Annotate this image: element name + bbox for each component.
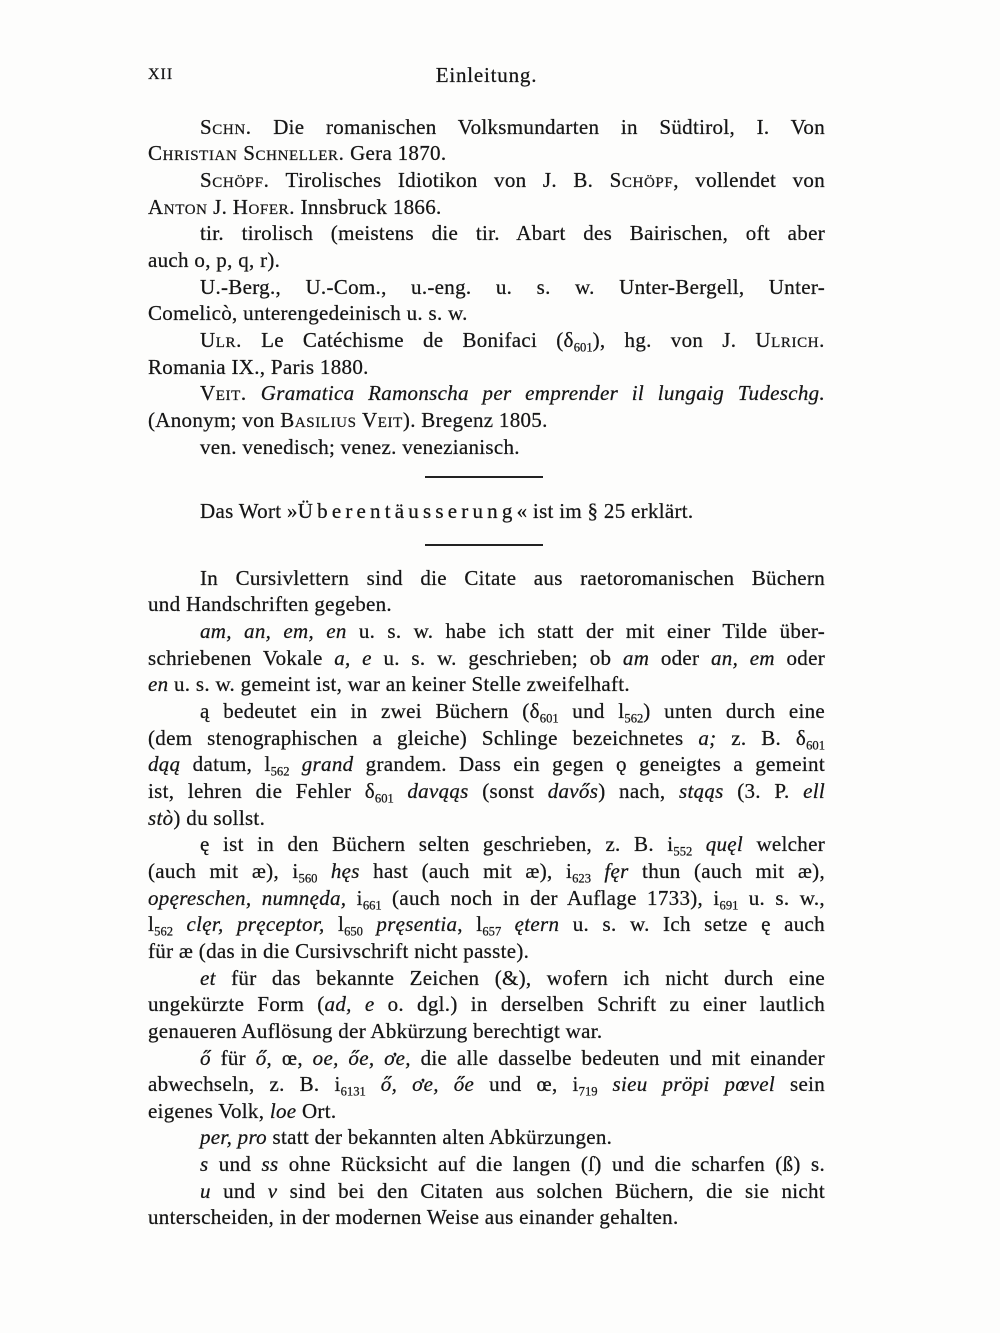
text-run: hast (auch mit æ), i [359, 858, 573, 883]
abbreviation-entry [148, 220, 825, 273]
italic-text: ętern [501, 912, 560, 937]
text-run: eigenes Volk, [148, 1098, 270, 1123]
text-line [148, 991, 825, 1018]
text-run: grandem. Dass ein gegen ǫ geneigtes a gemeint [353, 752, 825, 777]
abbreviation-entry [148, 274, 825, 327]
text-line [148, 1098, 825, 1125]
text-line [148, 965, 825, 992]
text-run: (auch mit æ), i [148, 858, 299, 883]
text-line [148, 274, 825, 301]
text-run: und [208, 1152, 262, 1177]
text-line [148, 220, 825, 247]
text-line [148, 938, 825, 965]
italic-text: ad, e [324, 992, 375, 1017]
page-number: XII [148, 66, 174, 83]
text-line [148, 407, 825, 434]
text-line [148, 831, 825, 858]
text-run: auch o, p, q, r). [148, 247, 281, 272]
body-paragraph [148, 1045, 825, 1125]
text-run: l [148, 912, 155, 937]
text-run: ) nach, [598, 778, 679, 803]
italic-text: clęr, pręceptor, [173, 912, 325, 937]
text-run: für [210, 1045, 256, 1070]
text-line [148, 725, 825, 752]
text-line [148, 618, 825, 645]
text-line [148, 671, 825, 698]
body-paragraph [148, 1151, 825, 1178]
text-run: ) unten durch eine [643, 698, 826, 723]
italic-text: ő, ơe, őe [365, 1072, 475, 1097]
body-text [148, 565, 825, 1231]
text-run: ą bedeutet ein in zwei Büchern (δ [200, 698, 540, 723]
italic-text: ő [255, 1045, 267, 1070]
text-run: genaueren Auflösung der Abkürzung berechtigt war. [148, 1018, 603, 1043]
text-line [148, 1151, 825, 1178]
italic-text: am [622, 645, 650, 670]
note-section [148, 498, 825, 525]
text-run: u. s. w. gemeint ist, war an keiner Stelle zweifelhaft. [168, 672, 630, 697]
italic-text: hęs [317, 858, 360, 883]
abbreviation-entry [148, 114, 825, 167]
subscript-number: 601 [806, 738, 826, 753]
small-caps-text: Ulrich. [755, 327, 825, 352]
text-line [148, 1045, 825, 1072]
text-line [148, 751, 825, 778]
text-run: In Cursivlettern sind die Citate aus raetoromanischen Büchern [200, 565, 825, 590]
text-line [148, 300, 825, 327]
text-run: Comelicò, unterengedeinisch u. s. w. [148, 301, 468, 326]
text-run: ) du sollst. [173, 805, 266, 830]
text-run: ohne Rücksicht auf die langen (ſ) und die scharfen (ß) s. [278, 1152, 825, 1177]
italic-text: oe, őe, ơe, [312, 1045, 411, 1070]
text-line [148, 591, 825, 618]
italic-text: dąą [148, 752, 181, 777]
italic-text: et [200, 965, 216, 990]
italic-text: quęl [692, 832, 744, 857]
abbreviation-entry [148, 327, 825, 380]
subscript-number: 601 [374, 791, 394, 806]
text-run: sein [775, 1072, 826, 1097]
italic-text: davős [547, 778, 599, 803]
text-run: thun (auch mit æ), [628, 858, 825, 883]
small-caps-text: Basilius Veit [280, 407, 403, 432]
italic-text: sieu pröpi pœvel [597, 1072, 776, 1097]
text-run: und œ, i [474, 1072, 579, 1097]
small-caps-text: Schn. [200, 114, 252, 139]
subscript-number: 691 [719, 897, 739, 912]
abbreviations-list [148, 114, 825, 461]
italic-text: loe [269, 1098, 297, 1123]
text-run: statt der bekannten alten Abkürzungen. [266, 1125, 613, 1150]
subscript-number: 650 [344, 924, 363, 939]
text-line [148, 565, 825, 592]
text-run: abwechseln, z. B. i [148, 1072, 341, 1097]
text-run: i [346, 885, 363, 910]
subscript-number: 552 [673, 844, 693, 859]
body-paragraph [148, 1178, 825, 1231]
italic-text: v [267, 1178, 278, 1203]
text-line [148, 1018, 825, 1045]
text-line [148, 247, 825, 274]
italic-text: en [148, 672, 169, 697]
text-line [148, 114, 825, 141]
text-run: o. dgl.) in derselben Schrift zu einer lautlich [374, 992, 826, 1017]
italic-text: Gramatica Ramonscha per emprender il lungaig Tudeschg. [260, 381, 825, 406]
text-run: ven. venedisch; venez. venezianisch. [200, 434, 520, 459]
text-run: ), hg. von J. [592, 327, 756, 352]
text-line [148, 380, 825, 407]
text-run: und l [558, 698, 625, 723]
text-run: ist, lehren die Fehler δ [148, 778, 375, 803]
text-line [148, 911, 825, 938]
italic-text: per, pro [200, 1125, 267, 1150]
italic-text: an, em [710, 645, 775, 670]
text-run: l [324, 912, 345, 937]
note-paragraph [148, 498, 825, 525]
page-header [148, 62, 825, 88]
subscript-number: 661 [362, 897, 382, 912]
running-title: Einleitung. [435, 63, 538, 87]
small-caps-text: Anton [148, 194, 208, 219]
abbreviation-entry [148, 434, 825, 461]
subscript-number: 562 [154, 924, 174, 939]
text-run: ). Bregenz 1805. [402, 407, 548, 432]
text-line [148, 1178, 825, 1205]
body-paragraph [148, 965, 825, 1045]
text-run: schriebenen Vokale [148, 645, 335, 670]
text-run: (sonst [468, 778, 548, 803]
abbreviation-entry [148, 167, 825, 220]
small-caps-text: Veit. [200, 381, 261, 406]
text-run: Tirolisches Idiotikon von J. B. [269, 168, 610, 192]
separator-rule [425, 544, 543, 546]
text-run: , vollendet von [673, 168, 825, 192]
body-paragraph [148, 1124, 825, 1151]
text-run: oder [649, 645, 711, 670]
text-run: u. s. w. habe ich statt der mit einer Tilde über- [346, 619, 825, 643]
body-paragraph [148, 618, 825, 698]
text-run: (Anonym; von [148, 407, 281, 432]
subscript-number: 719 [578, 1084, 598, 1099]
text-line [148, 434, 825, 461]
text-run: U.-Berg., U.-Com., u.-eng. u. s. w. Unter-Bergell, Unter- [200, 274, 825, 299]
subscript-number: 6131 [340, 1084, 366, 1099]
text-run: (auch noch in der Auflage 1733), i [381, 885, 720, 910]
italic-text: pręsentia [362, 912, 458, 937]
text-run: für das bekannte Zeichen (&), wofern ich nicht durch eine [215, 965, 825, 990]
text-run: Das Wort » [200, 498, 298, 523]
body-paragraph [148, 831, 825, 964]
italic-text: a; [698, 725, 717, 750]
italic-text: ő [200, 1045, 211, 1070]
text-run: oder [774, 645, 825, 670]
text-line [148, 805, 825, 832]
subscript-number: 657 [482, 924, 502, 939]
italic-text: opęreschen, numnęda, [148, 885, 347, 910]
italic-text: stò [148, 805, 174, 830]
text-run: « ist im § 25 erklärt. [516, 498, 694, 523]
text-run: Le Catéchisme de Bonifaci (δ [241, 327, 574, 352]
text-run: und [210, 1178, 268, 1203]
text-run: u. s. w. geschrieben; ob [371, 645, 623, 670]
subscript-number: 601 [573, 340, 593, 355]
text-line [148, 1071, 825, 1098]
body-paragraph [148, 565, 825, 618]
text-run: , œ, [266, 1045, 313, 1070]
italic-text: u [200, 1178, 211, 1203]
italic-text: a, e [334, 645, 372, 670]
italic-text: ss [261, 1152, 279, 1177]
text-run: u. s. w., [738, 885, 825, 910]
italic-text: s [200, 1152, 209, 1177]
text-run: welcher [743, 832, 826, 857]
small-caps-text: Ulr. [200, 327, 242, 352]
text-line [148, 498, 825, 525]
body-paragraph [148, 698, 825, 831]
italic-text: grand [289, 752, 354, 777]
text-line [148, 327, 825, 354]
small-caps-text: Christian Schneller. [148, 141, 345, 166]
text-line [148, 778, 825, 805]
text-run: z. B. δ [716, 725, 807, 750]
subscript-number: 562 [624, 711, 644, 726]
text-run: datum, l [180, 752, 271, 777]
italic-text: am, an, em, en [200, 619, 347, 643]
italic-text: davąąs [393, 778, 469, 803]
text-run: die alle dasselbe bedeuten und mit einander [410, 1045, 825, 1070]
text-run: u. s. w. Ich setze ę auch [559, 912, 825, 937]
text-line [148, 194, 825, 221]
text-run: , l [457, 912, 483, 937]
text-run: für æ (das in die Cursivschrift nicht passte). [148, 938, 530, 963]
text-run: ę ist in den Büchern selten geschrieben, z. B. i [200, 832, 674, 857]
text-run: Romania IX., Paris 1880. [148, 354, 369, 379]
text-line [148, 167, 825, 194]
text-line [148, 1124, 825, 1151]
italic-text: ell [803, 778, 826, 803]
text-run: (3. P. [723, 778, 804, 803]
text-run: und Handschriften gegeben. [148, 592, 392, 617]
subscript-number: 560 [298, 871, 318, 886]
text-line [148, 645, 825, 672]
text-run: Die romanischen Volksmundarten in Südtirol, I. Von [251, 114, 825, 139]
text-run: Ort. [296, 1098, 337, 1123]
abbreviation-entry [148, 380, 825, 433]
small-caps-text: Schöpf [609, 168, 674, 192]
text-line [148, 858, 825, 885]
text-line [148, 354, 825, 381]
small-caps-text: Hofer. [232, 194, 296, 219]
small-caps-text: Schöpf. [200, 168, 270, 192]
text-line [148, 885, 825, 912]
text-line [148, 140, 825, 167]
text-line [148, 698, 825, 725]
italic-text: stąąs [678, 778, 724, 803]
text-run: Gera 1870. [344, 141, 447, 166]
text-run: sind bei den Citaten aus solchen Büchern, die sie nicht [277, 1178, 825, 1203]
text-run: unterscheiden, in der modernen Weise aus einander gehalten. [148, 1205, 679, 1230]
subscript-number: 601 [539, 711, 559, 726]
text-run: ungekürzte Form ( [148, 992, 325, 1017]
text-run: J. [207, 194, 233, 219]
spaced-text: Überentäusserung [297, 498, 517, 523]
italic-text: fęr [591, 858, 629, 883]
text-line [148, 1204, 825, 1231]
text-run: tir. tirolisch (meistens die tir. Abart des Bairischen, oft aber [200, 221, 825, 246]
subscript-number: 562 [270, 764, 290, 779]
text-run: Innsbruck 1866. [295, 194, 442, 219]
separator-rule [425, 476, 543, 478]
text-run: (dem stenographischen a gleiche) Schlinge bezeichnetes [148, 725, 699, 750]
subscript-number: 623 [572, 871, 592, 886]
